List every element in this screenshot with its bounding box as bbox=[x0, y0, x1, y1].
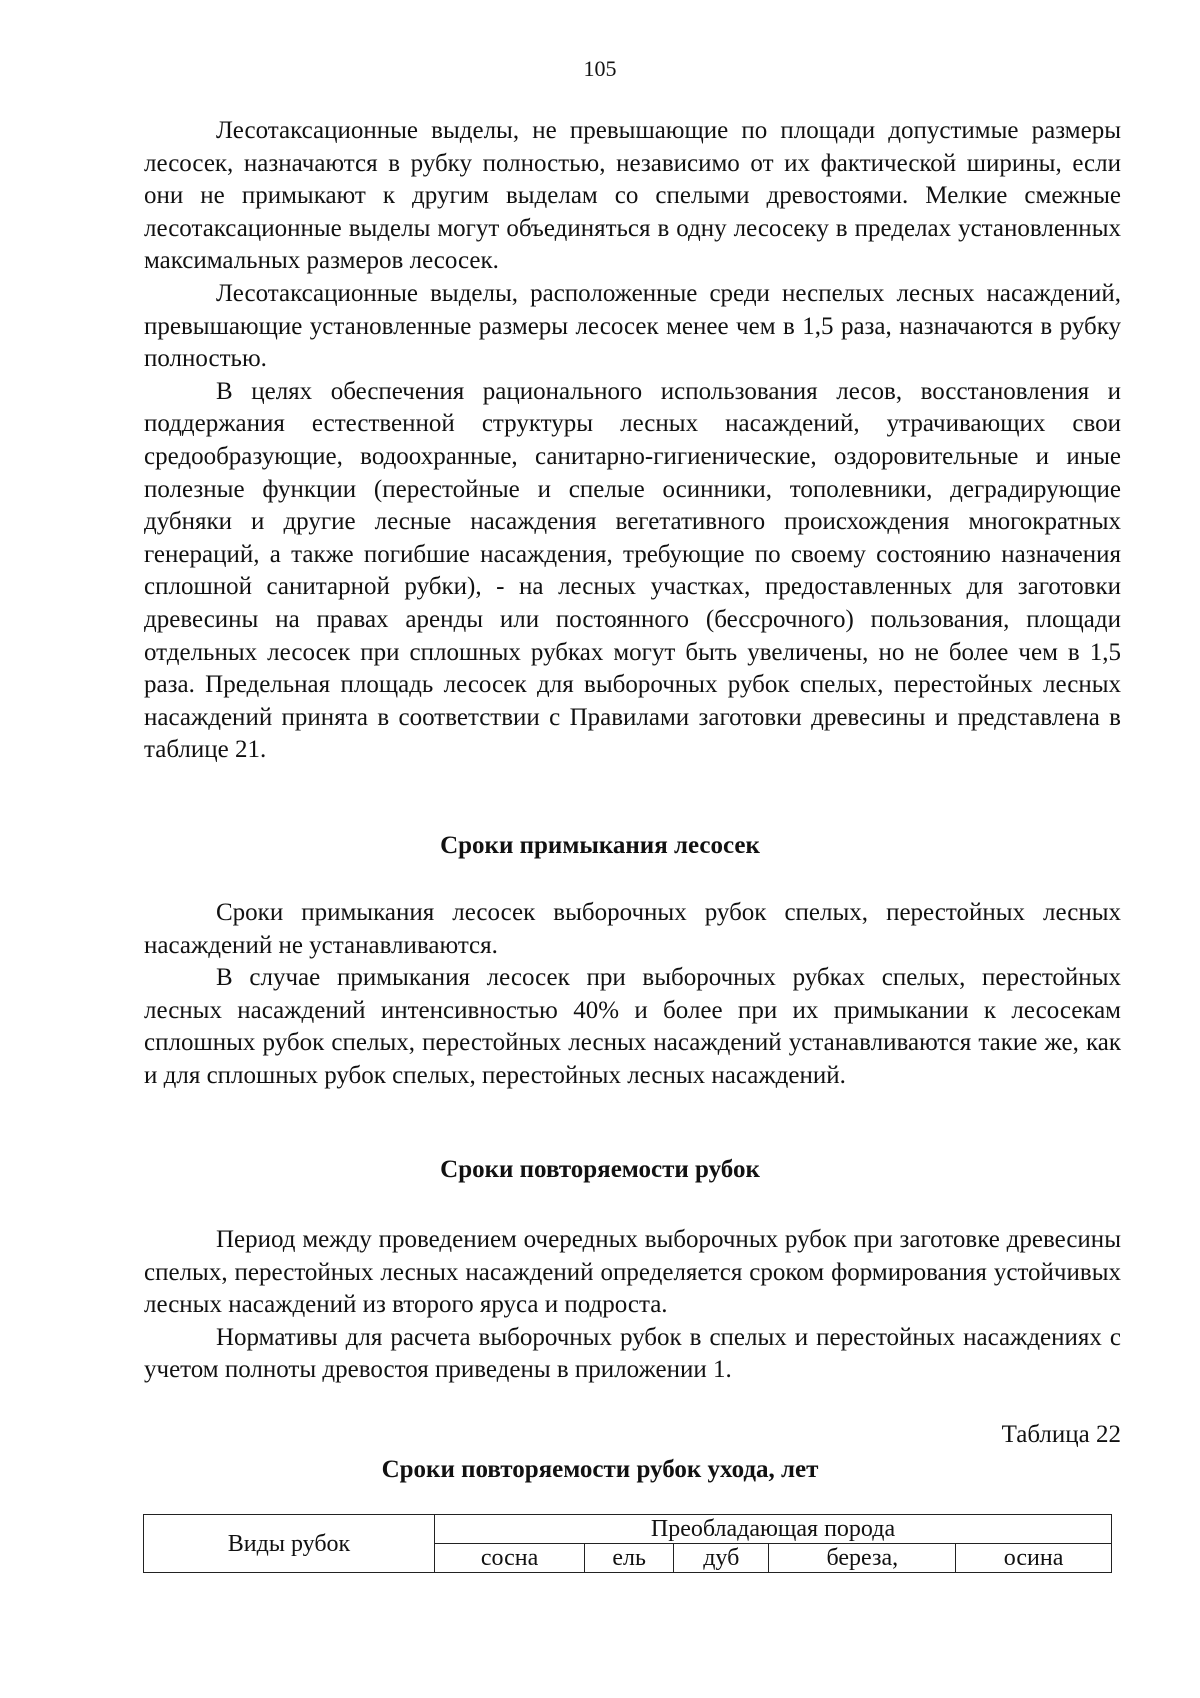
group-header-cell: Преобладающая порода bbox=[435, 1515, 1112, 1544]
column-header-cell: дуб bbox=[674, 1544, 769, 1573]
section-adjacency bbox=[144, 897, 1121, 1093]
table-title: Сроки повторяемости рубок ухода, лет bbox=[381, 1456, 819, 1483]
paragraph: Нормативы для расчета выборочных рубок в спелых и перестойных насаждениях с учетом полноты древостоя приведены в приложении 1. bbox=[144, 1323, 1121, 1384]
paragraph: В случае примыкания лесосек при выборочных рубках спелых, перестойных лесных насаждений интенсивностью 40% и более при их примыкании к лесосекам сплошных рубок спелых, перестойных лесных насаждений устанавливаются такие же, как и для сплошных рубок спелых, перестойных лесных насаждений. bbox=[144, 964, 1121, 1089]
paragraph: В целях обеспечения рационального использования лесов, восстановления и поддержания естественной структуры лесных насаждений, утрачивающих свои средообразующие, водоохранные, санитарно-гигиенические, оздоровительные и иные полезные функции (перестойные и спелые осинники, тополевники, деградирующие дубняки и другие лесные насаждения вегетативного происхождения многократных генераций, а также погибшие насаждения, требующие по своему состоянию назначения сплошной санитарной рубки), - на лесных участках, предоставленных для заготовки древесины на правах аренды или постоянного (бессрочного) пользования, площади отдельных лесосек при сплошных рубках могут быть увеличены, но не более чем в 1,5 раза. Предельная площадь лесосек для выборочных рубок спелых, перестойных лесных насаждений принята в соответствии с Правилами заготовки древесины и представлена в таблице 21. bbox=[144, 377, 1121, 764]
paragraph: Сроки примыкания лесосек выборочных рубок спелых, перестойных лесных насаждений не устанавливаются. bbox=[144, 899, 1121, 959]
column-header-cell: осина bbox=[956, 1544, 1112, 1573]
page-number: 105 bbox=[583, 56, 617, 81]
column-header-cell: береза, bbox=[769, 1544, 956, 1573]
row-header-cell: Виды рубок bbox=[144, 1515, 435, 1573]
table-label: Таблица 22 bbox=[1001, 1421, 1121, 1448]
column-header-cell: ель bbox=[585, 1544, 674, 1573]
cutting-frequency-table bbox=[143, 1514, 1112, 1573]
table-header-row bbox=[144, 1515, 1112, 1544]
paragraph: Период между проведением очередных выборочных рубок при заготовке древесины спелых, перестойных лесных насаждений определяется сроком формирования устойчивых лесных насаждений из второго яруса и подроста. bbox=[144, 1226, 1121, 1319]
section-intro bbox=[144, 115, 1121, 767]
section-repeat bbox=[144, 1224, 1121, 1387]
paragraph: Лесотаксационные выделы, не превышающие по площади допустимые размеры лесосек, назначаются в рубку полностью, независимо от их фактической ширины, если они не примыкают к другим выделам со спелыми древостоями. Мелкие смежные лесотаксационные выделы могут объединяться в одну лесосеку в пределах установленных максимальных размеров лесосек. bbox=[144, 117, 1121, 275]
paragraph: Лесотаксационные выделы, расположенные среди неспелых лесных насаждений, превышающие установленные размеры лесосек менее чем в 1,5 раза, назначаются в рубку полностью. bbox=[144, 279, 1121, 373]
section-heading-adjacency: Сроки примыкания лесосек bbox=[440, 832, 760, 859]
column-header-cell: сосна bbox=[435, 1544, 585, 1573]
section-heading-repeat: Сроки повторяемости рубок bbox=[440, 1156, 760, 1183]
